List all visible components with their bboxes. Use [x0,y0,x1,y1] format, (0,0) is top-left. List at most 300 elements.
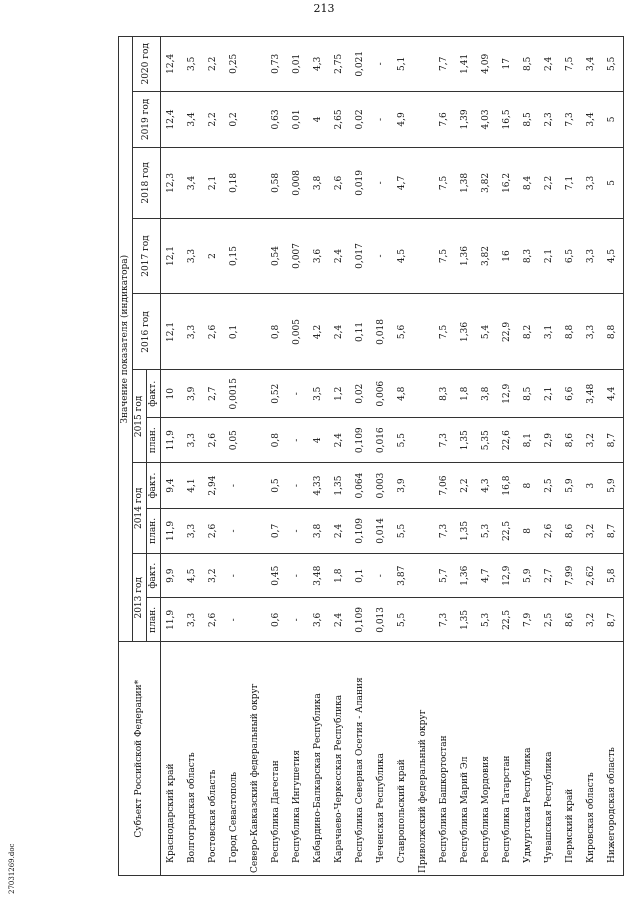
subject-name: Ростовская область [203,642,224,876]
value-cell: 4,33 [308,463,329,508]
value-cell: 1,8 [329,554,350,598]
value-cell: 3,5 [308,370,329,418]
value-cell: 0,018 [371,294,392,370]
value-cell: 0,73 [266,37,287,92]
value-cell: 7,5 [434,148,455,218]
value-cell: 3,1 [539,294,560,370]
value-cell: 1,35 [455,418,476,463]
value-cell: 1,36 [455,554,476,598]
value-cell [413,463,434,508]
value-cell: 4,8 [392,370,413,418]
value-cell: 5,35 [476,418,497,463]
value-cell: 3,2 [581,508,602,553]
value-cell: 4,09 [476,37,497,92]
value-cell: 2,1 [203,148,224,218]
value-cell [245,370,266,418]
value-cell [413,554,434,598]
table-row [371,37,392,876]
value-cell: 0,017 [350,218,371,294]
fact-header: факт. [147,554,161,598]
value-cell: 8,5 [518,91,539,148]
value-cell: 0,0015 [224,370,245,418]
value-cell [245,554,266,598]
table-row [245,37,266,876]
table-row [266,37,287,876]
table-row [476,37,497,876]
value-cell: 4,7 [476,554,497,598]
value-cell: 3,4 [182,91,203,148]
value-cell: 7,5 [560,37,581,92]
value-cell: 0,003 [371,463,392,508]
value-cell: 0,15 [224,218,245,294]
value-cell: 7,1 [560,148,581,218]
value-cell: - [287,554,308,598]
value-cell: 1,36 [455,218,476,294]
value-cell: - [224,463,245,508]
value-cell: 0,63 [266,91,287,148]
district-name: Приволжский федеральный округ [413,642,434,876]
table-row [161,37,183,876]
value-cell [245,418,266,463]
value-cell: 8,8 [560,294,581,370]
value-cell: 0,8 [266,418,287,463]
value-cell: 12,1 [161,218,183,294]
value-cell [245,508,266,553]
value-cell: 6,5 [560,218,581,294]
subject-name: Пермский край [560,642,581,876]
value-cell: 0,01 [287,37,308,92]
value-cell: 0,007 [287,218,308,294]
subject-name: Республика Мордовия [476,642,497,876]
subject-name: Кировская область [581,642,602,876]
value-cell: 0,54 [266,218,287,294]
district-name: Северо-Кавказский федеральный округ [245,642,266,876]
table-row [413,37,434,876]
value-cell: 4,5 [392,218,413,294]
table-row [455,37,476,876]
value-cell [413,598,434,642]
value-cell: 0,109 [350,418,371,463]
value-cell: 0,58 [266,148,287,218]
value-cell: 4,1 [182,463,203,508]
value-cell: 0,016 [371,418,392,463]
value-cell: 3,48 [581,370,602,418]
subject-name: Республика Марий Эл [455,642,476,876]
value-cell: 5,8 [602,554,624,598]
value-cell [245,294,266,370]
value-cell: - [287,418,308,463]
value-cell: 5,4 [476,294,497,370]
value-cell: 8,2 [518,294,539,370]
value-cell: - [224,554,245,598]
value-cell: 0,52 [266,370,287,418]
value-cell: 2,5 [539,463,560,508]
value-cell: 3,6 [308,218,329,294]
value-cell: 5,5 [392,598,413,642]
value-cell: - [371,218,392,294]
value-cell: 0,014 [371,508,392,553]
value-cell: 0,019 [350,148,371,218]
value-cell [413,91,434,148]
value-cell: 3,87 [392,554,413,598]
value-cell: - [287,598,308,642]
fact-header: факт. [147,370,161,418]
value-cell: 8,8 [602,294,624,370]
year-header-2020: 2020 год [133,37,161,92]
value-cell: 7,7 [434,37,455,92]
value-cell: 1,36 [455,294,476,370]
value-cell: 2,75 [329,37,350,92]
value-cell: 5 [602,148,624,218]
subject-name: Волгоградская область [182,642,203,876]
table-row [497,37,518,876]
value-cell: 0,1 [350,554,371,598]
value-cell: 5,9 [560,463,581,508]
value-cell: 16,8 [497,463,518,508]
value-cell: 3,3 [182,294,203,370]
value-cell: 3,3 [182,508,203,553]
value-cell: 8,7 [602,598,624,642]
year-header-2013: 2013 год [133,554,147,642]
value-cell: 2,1 [539,370,560,418]
value-cell: 2,94 [203,463,224,508]
value-cell: 3,3 [581,148,602,218]
value-cell [413,508,434,553]
document-id: 27031269.doc [8,843,16,894]
table-row [350,37,371,876]
subject-name: Город Севастополь [224,642,245,876]
value-cell: 4,5 [602,218,624,294]
value-cell: 8,6 [560,508,581,553]
value-cell: 1,8 [455,370,476,418]
value-cell [245,37,266,92]
value-cell: 8,7 [602,508,624,553]
value-cell: 11,9 [161,508,183,553]
value-cell: 3,3 [581,294,602,370]
value-cell: 0,2 [224,91,245,148]
value-cell: 4 [308,418,329,463]
value-cell: 2,6 [203,598,224,642]
value-cell: 3 [581,463,602,508]
value-cell: - [371,148,392,218]
value-cell: 7,6 [434,91,455,148]
subject-name: Республика Татарстан [497,642,518,876]
value-cell: 2,5 [539,598,560,642]
value-cell: 3,82 [476,148,497,218]
value-cell: 8,3 [518,218,539,294]
value-cell: 0,01 [287,91,308,148]
value-cell: 0,005 [287,294,308,370]
value-cell: 0,1 [224,294,245,370]
value-cell: 3,3 [182,598,203,642]
year-header-2016: 2016 год [133,294,161,370]
value-cell: 0,064 [350,463,371,508]
subject-header: Субъект Российской Федерации* [119,642,161,876]
subject-name: Чувашская Республика [539,642,560,876]
table-row [182,37,203,876]
value-cell: 3,3 [182,218,203,294]
value-cell: 2,1 [539,218,560,294]
value-cell: 2,4 [539,37,560,92]
value-cell: 5,3 [476,598,497,642]
table-row [329,37,350,876]
value-cell: 2,6 [203,508,224,553]
subject-name: Республика Ингушетия [287,642,308,876]
value-cell: 2,6 [203,294,224,370]
value-cell [413,37,434,92]
value-cell: 2,4 [329,508,350,553]
year-header-2014: 2014 год [133,463,147,554]
value-cell: 6,6 [560,370,581,418]
value-cell: 2,6 [203,418,224,463]
value-cell: 16 [497,218,518,294]
subject-name: Кабардино-Балкарская Республика [308,642,329,876]
subject-name: Республика Северная Осетия - Алания [350,642,371,876]
value-cell: 7,06 [434,463,455,508]
value-cell: 1,35 [455,598,476,642]
subject-name: Карачаево-Черкесская Республика [329,642,350,876]
value-cell: 22,5 [497,598,518,642]
value-cell: 8,7 [602,418,624,463]
value-cell: 12,9 [497,370,518,418]
value-cell: 3,4 [182,148,203,218]
value-cell: 0,006 [371,370,392,418]
value-cell: 0,18 [224,148,245,218]
value-cell [245,148,266,218]
value-cell [245,218,266,294]
value-cell: 3,5 [182,37,203,92]
value-cell: 1,41 [455,37,476,92]
value-cell: 7,3 [434,508,455,553]
subject-name: Нижегородская область [602,642,624,876]
value-cell [413,218,434,294]
value-cell: 2,7 [539,554,560,598]
value-cell: 3,82 [476,218,497,294]
subject-name: Ставропольский край [392,642,413,876]
value-cell: 2,6 [539,508,560,553]
value-cell: 7,99 [560,554,581,598]
plan-header: план. [147,418,161,463]
value-cell: 5 [602,91,624,148]
value-cell: 1,2 [329,370,350,418]
value-cell: 2,3 [539,91,560,148]
value-cell: 12,1 [161,294,183,370]
value-cell: 5,5 [392,508,413,553]
value-cell: 12,9 [497,554,518,598]
value-cell: 9,9 [161,554,183,598]
value-cell: - [287,370,308,418]
value-cell: 2,2 [539,148,560,218]
value-cell: 3,8 [308,148,329,218]
value-cell: 3,2 [203,554,224,598]
value-cell: - [287,463,308,508]
value-cell: 0,109 [350,508,371,553]
value-cell: 2,4 [329,294,350,370]
value-cell: 7,3 [434,598,455,642]
value-cell: 5,9 [602,463,624,508]
value-cell: 7,3 [434,418,455,463]
value-cell: 8,3 [434,370,455,418]
plan-header: план. [147,508,161,553]
value-cell: - [224,598,245,642]
value-cell: 4,03 [476,91,497,148]
value-cell: 3,9 [392,463,413,508]
value-cell: 8,5 [518,37,539,92]
table-row [203,37,224,876]
table-row [434,37,455,876]
value-cell: 4 [308,91,329,148]
value-cell [245,91,266,148]
value-cell: 0,45 [266,554,287,598]
value-cell: 2,62 [581,554,602,598]
subject-name: Удмуртская Республика [518,642,539,876]
value-cell: 4,9 [392,91,413,148]
value-cell: 4,3 [308,37,329,92]
value-cell: 5,7 [434,554,455,598]
value-cell: 16,2 [497,148,518,218]
value-cell: 3,4 [581,91,602,148]
value-cell: 8 [518,463,539,508]
value-cell: 0,11 [350,294,371,370]
value-cell: 7,9 [518,598,539,642]
value-cell: 5,1 [392,37,413,92]
value-cell: 10 [161,370,183,418]
value-cell: 0,25 [224,37,245,92]
year-header-2018: 2018 год [133,148,161,218]
value-cell: 1,38 [455,148,476,218]
value-cell: 22,5 [497,508,518,553]
value-cell: 5,3 [476,508,497,553]
value-cell: 2,4 [329,218,350,294]
plan-header: план. [147,598,161,642]
value-cell: 12,3 [161,148,183,218]
value-cell: 7,5 [434,294,455,370]
value-cell [413,418,434,463]
value-cell: 8,4 [518,148,539,218]
table-row [287,37,308,876]
value-cell: 0,8 [266,294,287,370]
value-cell: 0,02 [350,370,371,418]
value-cell [245,598,266,642]
value-cell: 16,5 [497,91,518,148]
value-cell: 4,7 [392,148,413,218]
value-cell: 5,9 [518,554,539,598]
value-cell: 3,2 [581,598,602,642]
year-header-2015: 2015 год [133,370,147,463]
value-cell: 8,6 [560,418,581,463]
subject-name: Республика Башкортостан [434,642,455,876]
value-cell: 2,4 [329,598,350,642]
value-cell: 3,8 [476,370,497,418]
value-cell: 2,4 [329,418,350,463]
value-cell: 1,35 [455,508,476,553]
value-cell: 2,65 [329,91,350,148]
rotated-table-container [118,36,617,876]
value-cell: 4,2 [308,294,329,370]
table-row [539,37,560,876]
fact-header: факт. [147,463,161,508]
value-cell: - [224,508,245,553]
value-cell: 0,013 [371,598,392,642]
value-cell [245,463,266,508]
value-cell: 3,6 [308,598,329,642]
value-cell: 7,3 [560,91,581,148]
value-cell: - [371,37,392,92]
value-cell: 0,05 [224,418,245,463]
value-cell: 2,2 [203,37,224,92]
table-row [224,37,245,876]
table-row [518,37,539,876]
value-cell: 22,9 [497,294,518,370]
value-cell: 11,9 [161,598,183,642]
subject-name: Республика Дагестан [266,642,287,876]
value-cell: 5,5 [392,418,413,463]
value-cell: 4,5 [182,554,203,598]
value-cell: 0,7 [266,508,287,553]
table-row [308,37,329,876]
value-cell: 11,9 [161,418,183,463]
value-cell: 8 [518,508,539,553]
subject-name: Чеченская Республика [371,642,392,876]
value-cell: 12,4 [161,91,183,148]
value-cell [413,294,434,370]
value-cell: 2,9 [539,418,560,463]
value-cell: 2,2 [203,91,224,148]
year-header-2019: 2019 год [133,91,161,148]
value-cell: 17 [497,37,518,92]
value-cell: 3,3 [581,218,602,294]
value-cell: 3,8 [308,508,329,553]
value-cell: 0,109 [350,598,371,642]
indicator-table [118,36,624,876]
value-cell: 5,6 [392,294,413,370]
value-cell: 1,35 [329,463,350,508]
value-cell: 5,5 [602,37,624,92]
year-header-2017: 2017 год [133,218,161,294]
value-cell: 2,7 [203,370,224,418]
value-cell: 0,021 [350,37,371,92]
value-cell [413,370,434,418]
value-cell: 3,3 [182,418,203,463]
value-cell: 3,2 [581,418,602,463]
page-number: 213 [313,2,335,15]
value-cell: 0,6 [266,598,287,642]
value-cell [413,148,434,218]
value-cell: 4,4 [602,370,624,418]
value-cell: 7,5 [434,218,455,294]
table-row [392,37,413,876]
value-cell: 9,4 [161,463,183,508]
table-row [602,37,624,876]
value-cell: - [371,554,392,598]
value-cell: 4,3 [476,463,497,508]
value-cell: - [287,508,308,553]
value-cell: 0,008 [287,148,308,218]
value-cell: 2,6 [329,148,350,218]
indicator-header: Значение показателя (индикатора) [119,37,133,642]
value-cell: 2 [203,218,224,294]
value-cell: 0,02 [350,91,371,148]
value-cell: 8,5 [518,370,539,418]
value-cell: 3,48 [308,554,329,598]
value-cell: 2,2 [455,463,476,508]
value-cell: 22,6 [497,418,518,463]
value-cell: 0,5 [266,463,287,508]
table-row [581,37,602,876]
subject-name: Краснодарский край [161,642,183,876]
value-cell: 8,6 [560,598,581,642]
table-body [161,37,624,876]
